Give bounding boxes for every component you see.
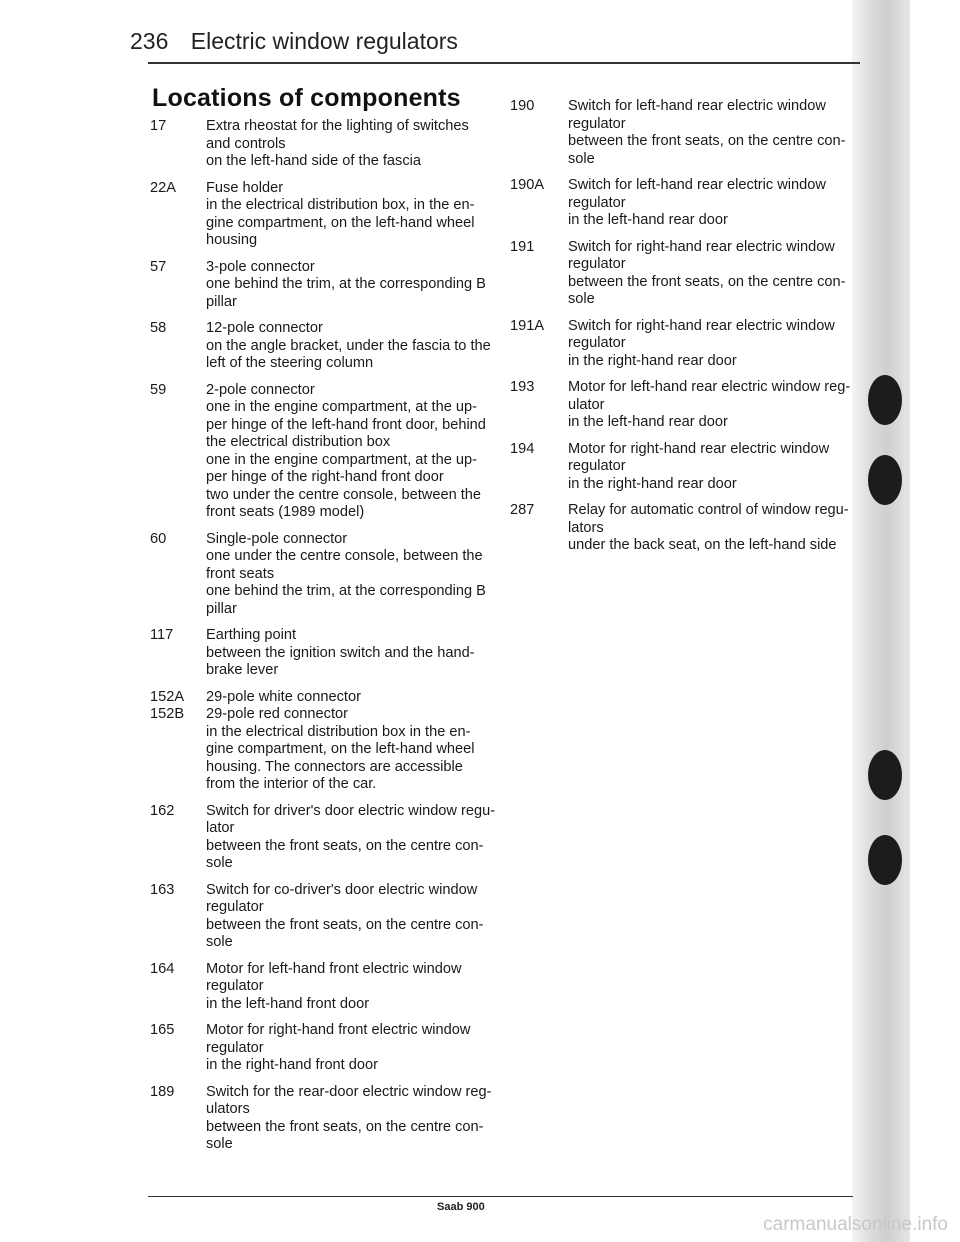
component-entry (150, 180, 500, 250)
description-line: lator (206, 820, 235, 836)
component-number: 193 (510, 379, 535, 395)
description-line: between the front seats, on the centre con- (206, 1118, 484, 1135)
component-description (568, 502, 868, 555)
component-entry (150, 627, 500, 680)
description-line: Switch for the rear-door electric window reg- (206, 1083, 492, 1100)
description-line: on the angle bracket, under the fascia to the (206, 337, 491, 354)
description-line: in the right-hand rear door (568, 352, 737, 369)
component-description (206, 118, 500, 171)
description-line: Motor for left-hand rear electric window reg- (568, 379, 851, 395)
description-line: pillar (206, 600, 237, 617)
binding-hole-3 (868, 750, 902, 800)
component-entry (150, 320, 500, 373)
component-entry (510, 98, 868, 168)
description-line: between the front seats, on the centre con- (568, 133, 846, 149)
page-footer: Saab 900 (437, 1201, 485, 1213)
component-description (568, 318, 868, 371)
component-description (206, 531, 500, 619)
description-line: Switch for right-hand rear electric window (568, 238, 835, 255)
description-line: one under the centre console, between the (206, 548, 483, 564)
component-number: 60 (150, 530, 167, 547)
right-column (510, 98, 868, 564)
description-line: one in the engine compartment, at the up- (206, 399, 477, 415)
description-line: Motor for left-hand front electric window (206, 960, 462, 977)
description-line: Motor for right-hand front electric window (206, 1022, 471, 1038)
description-line: Earthing point (206, 627, 297, 643)
description-line: Switch for left-hand rear electric window (568, 98, 826, 114)
description-line: front seats (1989 model) (206, 504, 365, 520)
description-line: and controls (206, 135, 286, 152)
description-line: 3-pole connector (206, 258, 315, 275)
description-line: Single-pole connector (206, 530, 348, 547)
description-line: ulator (568, 396, 605, 413)
component-entry (150, 259, 500, 312)
description-line: Switch for co-driver's door electric window (206, 881, 478, 898)
description-line: regulator (568, 115, 626, 132)
component-number: 17 (150, 118, 167, 134)
description-line: one behind the trim, at the corresponding B (206, 276, 486, 292)
component-entry (510, 441, 868, 494)
component-number: 117 (150, 627, 174, 643)
component-description (568, 441, 868, 494)
description-line: regulator (568, 458, 626, 474)
description-line: on the left-hand side of the fascia (206, 153, 421, 169)
description-line: 12-pole connector (206, 320, 323, 336)
description-line: regulator (206, 978, 264, 994)
component-number: 59 (150, 381, 167, 398)
component-entry (510, 239, 868, 309)
description-line: sole (568, 291, 595, 307)
component-number: 163 (150, 881, 175, 898)
description-line: brake lever (206, 662, 279, 678)
description-line: regulator (206, 899, 264, 915)
component-entry (150, 1084, 500, 1154)
description-line: under the back seat, on the left-hand side (568, 537, 837, 553)
component-number: 57 (150, 258, 167, 275)
component-description (206, 180, 500, 250)
component-number: 22A (150, 179, 176, 196)
description-line: regulator (568, 256, 626, 272)
component-number: 191A (510, 317, 545, 334)
component-number: 164 (150, 960, 175, 977)
description-line: sole (206, 855, 233, 871)
description-line: sole (206, 934, 233, 950)
page-header-title: Electric window regulators (190, 28, 458, 54)
description-line: between the front seats, on the centre con- (206, 837, 484, 854)
component-description (206, 961, 500, 1014)
description-line: ulators (206, 1101, 250, 1117)
description-line: sole (206, 1136, 233, 1152)
description-line: between the front seats, on the centre con- (206, 916, 484, 933)
description-line: between the front seats, on the centre con- (568, 273, 846, 290)
description-line: Switch for right-hand rear electric window (568, 317, 835, 334)
description-line: the electrical distribution box (206, 434, 391, 450)
binding-hole-2 (868, 455, 902, 505)
left-column (150, 118, 500, 1163)
description-line: two under the centre console, between the (206, 486, 482, 503)
component-number: 191 (510, 238, 535, 255)
description-line: per hinge of the right-hand front door (206, 469, 444, 485)
component-entry (150, 689, 500, 794)
description-line: gine compartment, on the left-hand wheel (206, 214, 475, 231)
section-title: Locations of components (152, 84, 461, 112)
component-number: 194 (510, 440, 535, 457)
description-line: housing (206, 232, 258, 248)
component-description (206, 1084, 500, 1154)
description-line: 29-pole white connector (206, 688, 361, 705)
component-description (206, 803, 500, 873)
component-number: 190 (510, 98, 535, 114)
header-rule (148, 62, 860, 64)
description-line: front seats (206, 565, 275, 582)
description-line: gine compartment, on the left-hand wheel (206, 741, 475, 757)
component-entry (510, 379, 868, 432)
description-line: sole (568, 150, 595, 167)
description-line: Switch for driver's door electric window regu- (206, 802, 496, 819)
description-line: housing. The connectors are accessible (206, 758, 463, 775)
description-line: regulator (568, 335, 626, 351)
footer-rule (148, 1196, 853, 1197)
description-line: in the electrical distribution box in the en- (206, 723, 471, 740)
description-line: in the right-hand front door (206, 1057, 378, 1073)
binding-hole-4 (868, 835, 902, 885)
description-line: regulator (568, 194, 626, 211)
component-number: 162 (150, 802, 175, 819)
description-line: between the ignition switch and the hand- (206, 644, 475, 661)
description-line: 29-pole red connector (206, 706, 348, 722)
component-description (568, 177, 868, 230)
component-description (206, 689, 500, 794)
description-line: regulator (206, 1039, 264, 1056)
component-description (568, 239, 868, 309)
component-entry (150, 382, 500, 522)
component-description (206, 627, 500, 680)
description-line: Motor for right-hand rear electric window (568, 440, 830, 457)
watermark: carmanualsonline.info (763, 1214, 948, 1235)
description-line: one in the engine compartment, at the up- (206, 451, 477, 468)
component-description (206, 382, 500, 522)
component-description (206, 320, 500, 373)
description-line: 2-pole connector (206, 381, 315, 398)
description-line: in the electrical distribution box, in the en- (206, 197, 475, 213)
binding-hole-1 (868, 375, 902, 425)
description-line: in the left-hand rear door (568, 212, 728, 228)
component-description (206, 882, 500, 952)
description-line: pillar (206, 293, 237, 310)
component-entry (150, 531, 500, 619)
description-line: in the left-hand front door (206, 995, 370, 1012)
description-line: lators (568, 519, 604, 536)
component-number: 165 (150, 1022, 175, 1038)
component-entry (510, 177, 868, 230)
component-number: 58 (150, 320, 167, 336)
component-description (568, 379, 868, 432)
page-number: 236 (130, 28, 169, 54)
component-entry (150, 1022, 500, 1075)
description-line: Switch for left-hand rear electric window (568, 177, 826, 193)
component-number: 287 (510, 502, 535, 518)
description-line: left of the steering column (206, 355, 374, 371)
description-line: in the right-hand rear door (568, 475, 737, 492)
component-description (568, 98, 868, 168)
description-line: Relay for automatic control of window regu- (568, 502, 849, 518)
component-number: 152A 152B (150, 688, 185, 722)
component-description (206, 1022, 500, 1075)
component-description (206, 259, 500, 312)
component-entry (510, 318, 868, 371)
description-line: from the interior of the car. (206, 776, 377, 792)
description-line: in the left-hand rear door (568, 414, 728, 430)
description-line: one behind the trim, at the corresponding B (206, 583, 486, 599)
page-header (130, 28, 458, 55)
component-entry (150, 961, 500, 1014)
component-number: 190A (510, 177, 545, 193)
description-line: Extra rheostat for the lighting of switches (206, 118, 469, 134)
component-entry (510, 502, 868, 555)
component-number: 189 (150, 1083, 175, 1100)
description-line: per hinge of the left-hand front door, behind (206, 416, 486, 433)
description-line: Fuse holder (206, 179, 284, 196)
component-entry (150, 803, 500, 873)
component-entry (150, 118, 500, 171)
component-entry (150, 882, 500, 952)
